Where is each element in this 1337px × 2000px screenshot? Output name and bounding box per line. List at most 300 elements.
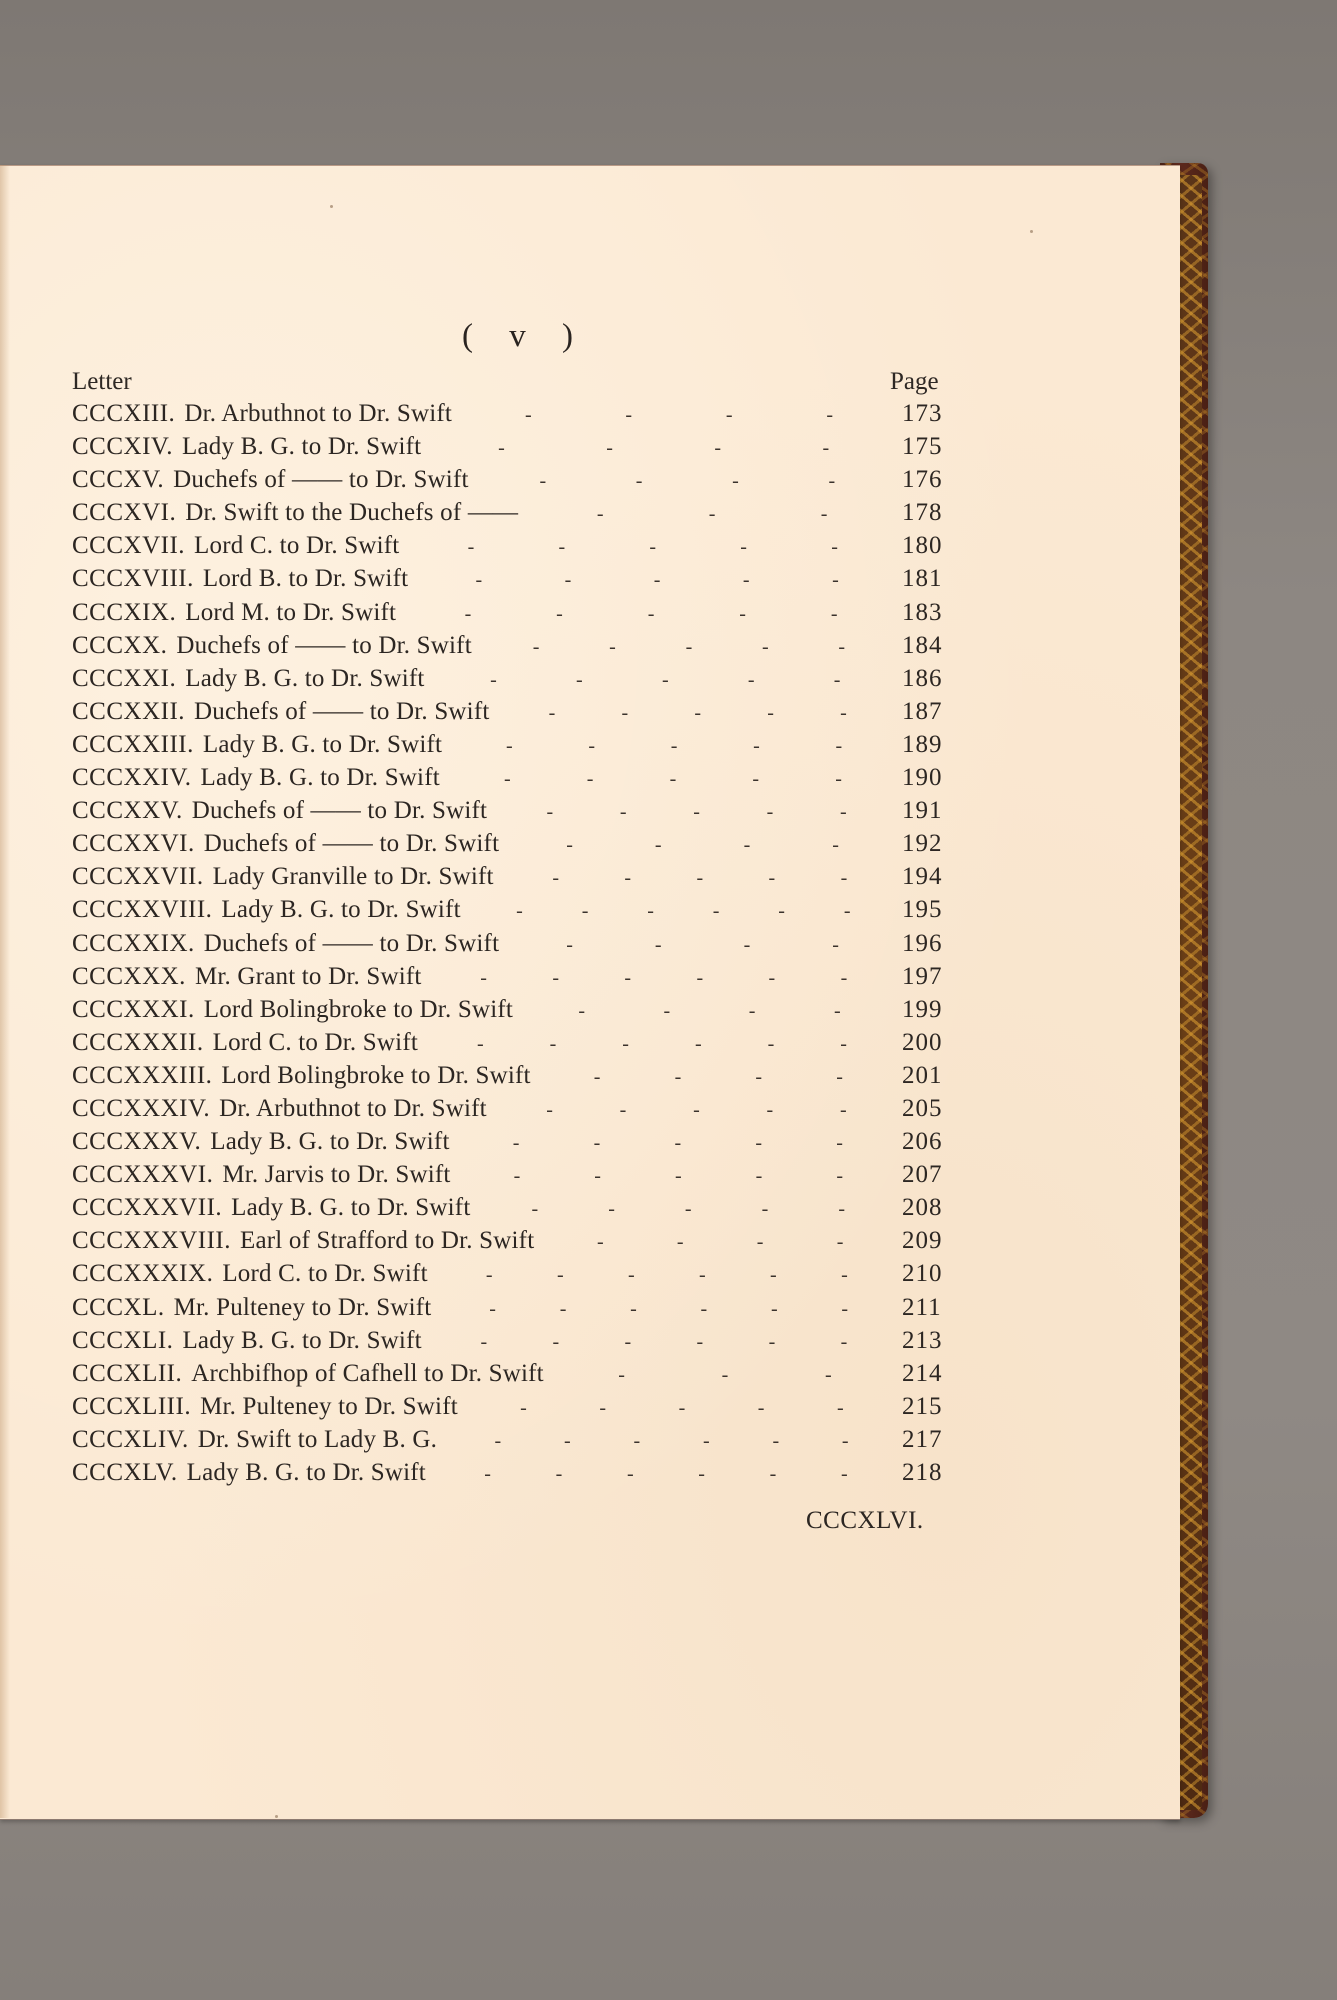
letter-description: Lord M. to Dr. Swift <box>185 598 397 626</box>
toc-entry <box>72 963 952 996</box>
leader-dash: - <box>770 1264 777 1287</box>
leader-dash: - <box>832 933 839 956</box>
toc-entry <box>72 731 952 764</box>
leader-dash: - <box>836 1165 843 1188</box>
leader-dash: - <box>619 801 627 824</box>
dot-leaders <box>454 1264 880 1287</box>
toc-entry <box>72 1062 952 1095</box>
dot-leaders <box>466 768 880 791</box>
leader-dash: - <box>619 1098 627 1121</box>
letter-numeral: CCCXLIV. <box>72 1425 189 1453</box>
letter-description: Duchefs of —— to Dr. Swift <box>203 929 500 957</box>
leader-dash: - <box>654 933 662 956</box>
leader-dash: - <box>700 1297 708 1320</box>
letter-numeral: CCCXXXI. <box>72 995 195 1023</box>
letter-numeral: CCCXLI. <box>72 1326 174 1354</box>
leader-dash: - <box>831 536 838 559</box>
letter-description: Mr. Pulteney to Dr. Swift <box>173 1293 432 1321</box>
leader-dash: - <box>555 1463 563 1485</box>
dot-leaders <box>484 1397 880 1420</box>
letter-numeral: CCCXXXIV. <box>72 1094 211 1122</box>
leader-dash: - <box>593 1065 601 1088</box>
page-number: 183 <box>902 598 943 626</box>
letter-numeral: CCCXXXVII. <box>72 1194 223 1222</box>
toc-entry <box>72 433 952 466</box>
leader-dash: - <box>480 966 487 989</box>
leader-dash: - <box>747 668 755 691</box>
dot-leaders <box>457 1298 880 1321</box>
leader-dash: - <box>621 701 629 724</box>
dot-leaders <box>422 603 880 626</box>
leader-dash: - <box>599 1396 607 1419</box>
leader-dash: - <box>498 437 505 460</box>
dot-leaders <box>544 503 880 526</box>
leader-dash: - <box>761 1198 769 1221</box>
letter-description: Duchefs of —— to Dr. Swift <box>203 830 500 858</box>
letter-description: Lord Bolingbroke to Dr. Swift <box>203 995 514 1023</box>
leader-dash: - <box>822 437 830 460</box>
toc-entry <box>72 1459 952 1492</box>
page-number: 213 <box>902 1326 943 1354</box>
page-number: 180 <box>902 532 943 560</box>
letter-numeral: CCCXXIII. <box>72 730 194 758</box>
leader-dash: - <box>766 1098 774 1121</box>
leader-dash: - <box>767 701 774 724</box>
toc-entry <box>72 930 952 963</box>
leader-dash: - <box>732 470 739 493</box>
leader-dash: - <box>484 1463 491 1485</box>
letter-numeral: CCCXLIII. <box>72 1392 192 1420</box>
dot-leaders <box>448 1331 880 1354</box>
leader-dash: - <box>564 569 572 592</box>
leader-dash: - <box>708 503 716 526</box>
leader-dash: - <box>840 701 847 724</box>
letter-description: Lady B. G. to Dr. Swift <box>200 764 440 792</box>
leader-dash: - <box>755 1065 763 1088</box>
leader-dash: - <box>699 1264 706 1287</box>
leader-dash: - <box>714 437 722 460</box>
toc-entry <box>72 896 952 929</box>
leader-dash: - <box>841 1297 849 1320</box>
page-number: 173 <box>902 400 943 427</box>
leader-dash: - <box>832 569 839 592</box>
dot-leaders <box>557 1066 880 1089</box>
leader-dash: - <box>512 1132 520 1155</box>
leader-dash: - <box>769 1463 777 1485</box>
letter-numeral: CCCXXXV. <box>72 1128 202 1156</box>
toc-entry <box>72 499 952 532</box>
letter-numeral: CCCXXX. <box>72 962 186 990</box>
leader-dash: - <box>676 1231 684 1254</box>
dot-leaders <box>560 1231 880 1254</box>
toc-entry <box>72 1128 952 1161</box>
leader-dash: - <box>563 1429 571 1452</box>
leader-dash: - <box>627 1264 635 1287</box>
page-number: 197 <box>902 962 943 990</box>
leader-dash: - <box>743 933 751 956</box>
leader-dash: - <box>576 668 583 691</box>
leader-dash: - <box>840 966 848 989</box>
toc-entry <box>72 632 952 665</box>
leader-dash: - <box>503 768 511 791</box>
leader-dash: - <box>516 900 523 923</box>
table-of-contents <box>72 400 952 1492</box>
toc-entry <box>72 996 952 1029</box>
catchword: CCCXLVI. <box>806 1507 924 1534</box>
dot-leaders <box>516 702 881 725</box>
leader-dash: - <box>757 1396 765 1419</box>
leader-dash: - <box>489 1297 496 1320</box>
dot-leaders <box>447 437 880 460</box>
leader-dash: - <box>578 999 585 1022</box>
letter-description: Lady B. G. to Dr. Swift <box>202 730 443 758</box>
letter-description: Dr. Swift to the Duchefs of —— <box>185 499 519 527</box>
leader-dash: - <box>593 1132 601 1155</box>
dot-leaders <box>463 1430 880 1453</box>
leader-dash: - <box>661 668 669 691</box>
toc-entry <box>72 1095 952 1128</box>
leader-dash: - <box>696 966 704 989</box>
leader-dash: - <box>647 602 655 625</box>
letter-description: Earl of Strafford to Dr. Swift <box>239 1227 535 1255</box>
leader-dash: - <box>685 635 693 658</box>
gilt-fore-edge <box>1180 175 1202 1810</box>
leader-dash: - <box>836 1065 843 1088</box>
toc-entry <box>72 565 952 598</box>
leader-dash: - <box>767 1032 775 1055</box>
letter-numeral: CCCXXVII. <box>72 863 204 891</box>
page-number: 195 <box>902 896 943 924</box>
letter-description: Mr. Pulteney to Dr. Swift <box>200 1392 458 1420</box>
leader-dash: - <box>558 536 566 559</box>
leader-dash: - <box>552 867 559 890</box>
letter-description: Lady B. G. to Dr. Swift <box>186 1459 426 1486</box>
leader-dash: - <box>581 900 589 923</box>
toc-entry <box>72 1327 952 1360</box>
dot-leaders <box>476 1132 880 1155</box>
page-number: 210 <box>902 1260 943 1288</box>
leader-dash: - <box>740 536 747 559</box>
letter-description: Lord C. to Dr. Swift <box>212 1028 418 1056</box>
dot-leaders <box>434 569 880 592</box>
letter-numeral: CCCXIX. <box>72 598 177 626</box>
letter-numeral: CCCXXVIII. <box>72 896 213 924</box>
page-number: 205 <box>902 1094 943 1122</box>
leader-dash: - <box>513 1165 521 1188</box>
leader-dash: - <box>833 668 841 691</box>
letter-numeral: CCCXXIX. <box>72 929 195 957</box>
dot-leaders <box>513 1099 880 1122</box>
page-number: 184 <box>902 631 943 659</box>
dot-leaders <box>539 1000 880 1023</box>
toc-entry <box>72 1029 952 1062</box>
leader-dash: - <box>840 1330 848 1353</box>
letter-description: Dr. Arbuthnot to Dr. Swift <box>184 400 453 427</box>
page-folio: ( v ) <box>462 318 587 354</box>
page-number: 211 <box>902 1293 942 1321</box>
leader-dash: - <box>748 999 756 1022</box>
leader-dash: - <box>539 470 547 493</box>
leader-dash: - <box>559 1297 567 1320</box>
leader-dash: - <box>464 602 472 625</box>
leader-dash: - <box>770 1297 778 1320</box>
leader-dash: - <box>840 1463 848 1485</box>
toc-entry <box>72 1260 952 1293</box>
dot-leaders <box>477 1165 880 1188</box>
leader-dash: - <box>694 1032 702 1055</box>
leader-dash: - <box>766 801 774 824</box>
page-number: 181 <box>902 565 943 593</box>
dot-leaders <box>525 834 880 857</box>
leader-dash: - <box>552 1330 560 1353</box>
leader-dash: - <box>588 734 596 757</box>
page-number: 209 <box>902 1227 943 1255</box>
leader-dash: - <box>608 1198 615 1221</box>
leader-dash: - <box>843 900 851 923</box>
page-number: 207 <box>902 1161 943 1189</box>
letter-numeral: CCCXXXII. <box>72 1028 204 1056</box>
leader-dash: - <box>693 801 700 824</box>
paper-speck <box>1030 230 1033 233</box>
leader-dash: - <box>609 635 616 658</box>
leader-dash: - <box>653 569 661 592</box>
dot-leaders <box>468 735 880 758</box>
letter-description: Mr. Jarvis to Dr. Swift <box>222 1161 451 1189</box>
toc-entry <box>72 698 952 731</box>
leader-dash: - <box>721 1363 729 1386</box>
leader-dash: - <box>838 1198 845 1221</box>
leader-dash: - <box>835 768 842 791</box>
page-number: 190 <box>902 764 943 792</box>
page-number: 189 <box>902 730 943 758</box>
toc-entry <box>72 1227 952 1260</box>
toc-entry <box>72 466 952 499</box>
leader-dash: - <box>841 1429 849 1452</box>
page-number: 176 <box>902 466 943 494</box>
leader-dash: - <box>702 1429 710 1452</box>
leader-dash: - <box>618 1363 625 1386</box>
leader-dash: - <box>830 602 838 625</box>
letter-numeral: CCCXXXVIII. <box>72 1227 231 1255</box>
letter-numeral: CCCXXV. <box>72 797 183 825</box>
letter-numeral: CCCXXIV. <box>72 764 192 792</box>
toc-entry <box>72 1194 952 1227</box>
toc-entry <box>72 532 952 565</box>
toc-entry <box>72 1161 952 1194</box>
leader-dash: - <box>778 900 785 923</box>
leader-dash: - <box>494 1429 502 1452</box>
page-number: 178 <box>902 499 943 527</box>
leader-dash: - <box>768 1330 776 1353</box>
page-number: 217 <box>902 1425 943 1453</box>
leader-dash: - <box>548 701 556 724</box>
page-number: 194 <box>902 863 943 891</box>
letter-description: Lord C. to Dr. Swift <box>222 1260 428 1288</box>
leader-dash: - <box>725 404 733 426</box>
dot-leaders <box>498 636 880 659</box>
letter-description: Mr. Grant to Dr. Swift <box>194 962 422 990</box>
page-number: 199 <box>902 995 943 1023</box>
letter-numeral: CCCXXXIII. <box>72 1061 213 1089</box>
page-number: 201 <box>902 1061 943 1089</box>
page-number: 196 <box>902 929 943 957</box>
letter-numeral: CCCXV. <box>72 466 165 494</box>
leader-dash: - <box>556 602 563 625</box>
leader-dash: - <box>840 1032 847 1055</box>
letter-description: Dr. Swift to Lady B. G. <box>197 1425 438 1453</box>
leader-dash: - <box>761 635 769 658</box>
leader-dash: - <box>674 1065 682 1088</box>
leader-dash: - <box>626 1463 634 1485</box>
leader-dash: - <box>594 1165 601 1188</box>
toc-entry <box>72 400 952 433</box>
leader-dash: - <box>647 900 654 923</box>
column-header-letter: Letter <box>72 368 132 395</box>
leader-dash: - <box>490 668 497 691</box>
letter-numeral: CCCXL. <box>72 1293 165 1321</box>
leader-dash: - <box>586 768 594 791</box>
leader-dash: - <box>625 404 633 426</box>
leader-dash: - <box>552 966 559 989</box>
leader-dash: - <box>624 867 632 890</box>
letter-numeral: CCCXIV. <box>72 433 173 461</box>
letter-description: Lord C. to Dr. Swift <box>194 532 400 560</box>
leader-dash: - <box>549 1032 557 1055</box>
leader-dash: - <box>755 1165 763 1188</box>
leader-dash: - <box>624 1330 632 1353</box>
leader-dash: - <box>606 437 613 460</box>
page-number: 200 <box>902 1028 943 1056</box>
leader-dash: - <box>694 701 702 724</box>
letter-numeral: CCCXXVI. <box>72 830 195 858</box>
leader-dash: - <box>669 768 677 791</box>
leader-dash: - <box>772 1429 780 1452</box>
leader-dash: - <box>742 569 750 592</box>
letter-numeral: CCCXXII. <box>72 697 186 725</box>
leader-dash: - <box>836 1231 844 1254</box>
letter-numeral: CCCXVIII. <box>72 565 194 593</box>
letter-description: Lord B. to Dr. Swift <box>202 565 409 593</box>
toc-entry <box>72 1393 952 1426</box>
leader-dash: - <box>622 1032 629 1055</box>
leader-dash: - <box>841 1264 848 1287</box>
leader-dash: - <box>596 1231 604 1254</box>
page-number: 218 <box>902 1459 943 1486</box>
dot-leaders <box>495 470 880 493</box>
dot-leaders <box>570 1364 880 1387</box>
leader-dash: - <box>755 1132 762 1155</box>
letter-numeral: CCCXVII. <box>72 532 186 560</box>
page-number: 214 <box>902 1359 943 1387</box>
dot-leaders <box>444 1033 880 1056</box>
leader-dash: - <box>596 503 604 526</box>
paper-speck <box>330 205 333 208</box>
toc-entry <box>72 764 952 797</box>
leader-dash: - <box>480 1330 488 1353</box>
page-number: 175 <box>902 433 943 461</box>
leader-dash: - <box>674 1165 682 1188</box>
letter-description: Lady B. G. to Dr. Swift <box>182 433 422 461</box>
toc-entry <box>72 599 952 632</box>
leader-dash: - <box>820 503 828 526</box>
letter-description: Lady B. G. to Dr. Swift <box>210 1128 450 1156</box>
toc-entry <box>72 1360 952 1393</box>
page-number: 192 <box>902 830 943 858</box>
leader-dash: - <box>546 801 554 824</box>
leader-dash: - <box>753 734 760 757</box>
toc-entry <box>72 1426 952 1459</box>
leader-dash: - <box>684 1198 692 1221</box>
leader-dash: - <box>467 536 475 559</box>
page-number: 186 <box>902 664 943 692</box>
letter-description: Duchefs of —— to Dr. Swift <box>194 697 490 725</box>
leader-dash: - <box>566 933 573 956</box>
leader-dash: - <box>756 1231 764 1254</box>
leader-dash: - <box>835 734 843 757</box>
leader-dash: - <box>836 1132 843 1155</box>
letter-description: Lady B. G. to Dr. Swift <box>221 896 461 924</box>
leader-dash: - <box>566 834 573 857</box>
letter-numeral: CCCXIII. <box>72 400 176 427</box>
leader-dash: - <box>828 470 836 493</box>
leader-dash: - <box>840 867 848 890</box>
letter-numeral: CCCXLV. <box>72 1459 178 1486</box>
leader-dash: - <box>678 1396 686 1419</box>
leader-dash: - <box>635 470 643 493</box>
leader-dash: - <box>838 635 846 658</box>
leader-dash: - <box>826 404 834 426</box>
letter-numeral: CCCXX. <box>72 631 168 659</box>
dot-leaders <box>525 934 880 957</box>
leader-dash: - <box>743 834 751 857</box>
dot-leaders <box>513 801 880 824</box>
letter-description: Lady B. G. to Dr. Swift <box>182 1326 422 1354</box>
page-number: 208 <box>902 1194 943 1222</box>
toc-entry <box>72 1294 952 1327</box>
dot-leaders <box>496 1198 880 1221</box>
dot-leaders <box>425 536 880 559</box>
dot-leaders <box>478 404 880 427</box>
letter-description: Lady B. G. to Dr. Swift <box>231 1194 471 1222</box>
leader-dash: - <box>524 404 532 426</box>
leader-dash: - <box>649 536 657 559</box>
leader-dash: - <box>752 768 760 791</box>
toc-entry <box>72 863 952 896</box>
leader-dash: - <box>633 1429 641 1452</box>
letter-description: Lord Bolingbroke to Dr. Swift <box>221 1061 531 1089</box>
leader-dash: - <box>768 867 776 890</box>
leader-dash: - <box>476 1032 484 1055</box>
page-number: 206 <box>902 1128 943 1156</box>
paper-speck <box>275 1815 278 1818</box>
toc-entry <box>72 665 952 698</box>
letter-description: Duchefs of —— to Dr. Swift <box>176 631 472 659</box>
leader-dash: - <box>739 602 746 625</box>
leader-dash: - <box>834 999 841 1022</box>
letter-numeral: CCCXXI. <box>72 664 177 692</box>
letter-description: Duchefs of —— to Dr. Swift <box>191 797 488 825</box>
column-header-page: Page <box>890 368 939 395</box>
letter-numeral: CCCXXXIX. <box>72 1260 214 1288</box>
leader-dash: - <box>712 900 720 923</box>
leader-dash: - <box>768 966 776 989</box>
letter-description: Archbifhop of Cafhell to Dr. Swift <box>191 1359 544 1387</box>
leader-dash: - <box>624 966 632 989</box>
letter-description: Lady B. G. to Dr. Swift <box>185 664 425 692</box>
leader-dash: - <box>556 1264 564 1287</box>
leader-dash: - <box>663 999 671 1022</box>
leader-dash: - <box>531 1198 539 1221</box>
